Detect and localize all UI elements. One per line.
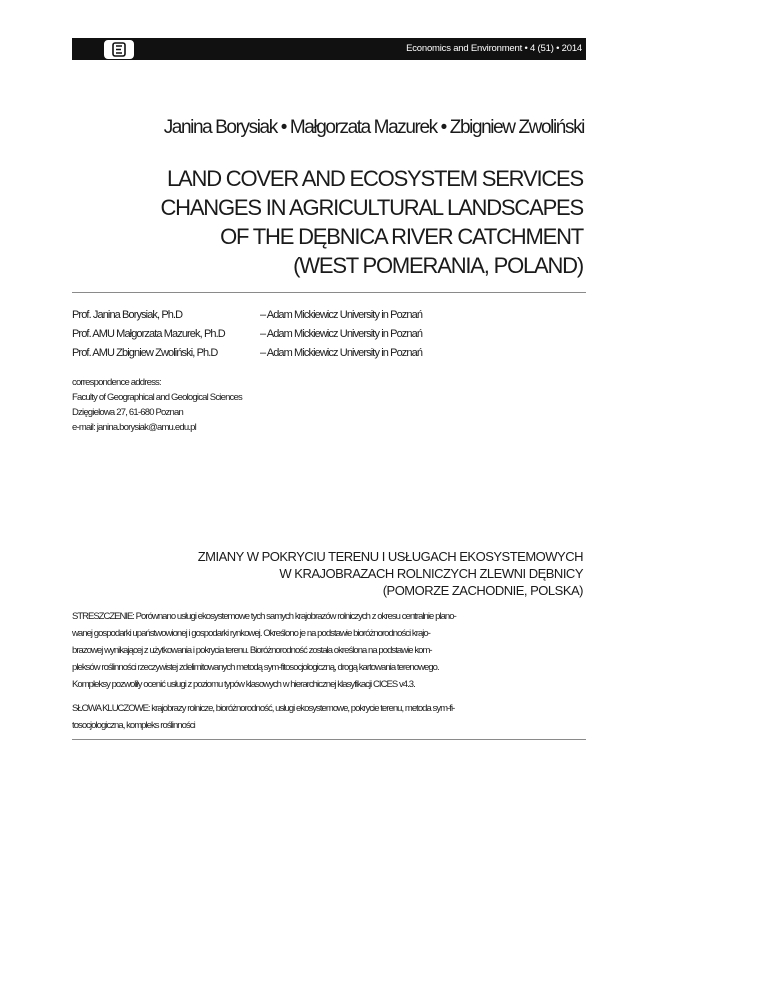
author-institution: – Adam Mickiewicz University in Poznań [260,328,423,340]
polish-title [198,548,583,599]
author-name: Prof. AMU Małgorzata Mazurek, Ph.D [72,328,225,340]
journal-logo-icon [104,40,134,59]
polish-title-line: ZMIANY W POKRYCIU TERENU I USŁUGACH EKOSYSTEMOWYCH [197,549,583,564]
correspondence-faculty: Faculty of Geographical and Geological Sciences [72,392,242,403]
keywords-line [72,700,454,717]
author-list: Janina Borysiak • Małgorzata Mazurek • Zbigniew Zwoliński [163,117,584,138]
affiliation-row [72,325,422,344]
abstract-line [72,608,456,625]
section-divider-bottom [72,739,586,740]
title-line: CHANGES IN AGRICULTURAL LANDSCAPES [160,195,583,220]
affiliation-row [72,306,422,325]
keywords-line: tosocjologiczna, kompleks roślinności [72,720,195,731]
correspondence-street: Dzięgielowa 27, 61-680 Poznan [72,407,183,418]
correspondence-label: correspondence address: [72,377,161,388]
keywords-label: SŁOWA KLUCZOWE: [72,703,150,714]
title-line: (WEST POMERANIA, POLAND) [293,253,583,278]
polish-title-line: W KRAJOBRAZACH ROLNICZYCH ZLEWNI DĘBNICY [279,566,583,581]
abstract-line: pleksów roślinności rzeczywistej zdelimitowanych metodą sym-fitosocjologiczną, drogą kartowania terenowego. [72,662,439,673]
author-institution: – Adam Mickiewicz University in Poznań [260,309,423,321]
title-line: OF THE DĘBNICA RIVER CATCHMENT [220,224,583,249]
affiliations [72,306,422,363]
abstract-label: STRESZCZENIE: [72,611,134,622]
title-line: LAND COVER AND ECOSYSTEM SERVICES [167,166,583,191]
polish-title-line: (POMORZE ZACHODNIE, POLSKA) [382,583,583,598]
author-name: Prof. AMU Zbigniew Zwoliński, Ph.D [72,347,218,359]
keywords-polish [72,700,454,734]
author-name: Prof. Janina Borysiak, Ph.D [72,309,183,321]
author-institution: – Adam Mickiewicz University in Poznań [260,347,423,359]
journal-citation: Economics and Environment • 4 (51) • 2014 [406,43,582,54]
abstract-line: brazowej wynikającej z użytkowania i pokrycia terenu. Bioróżnorodność została określona na podstawie kom- [72,645,432,656]
correspondence-email: e-mail: janina.borysiak@amu.edu.pl [72,422,196,433]
abstract-line: Kompleksy pozwoliły ocenić usługi z poziomu typów klasowych w hierarchicznej klasyfikacji CICES v4.3. [72,679,415,690]
section-divider-top [72,292,586,293]
affiliation-row [72,344,422,363]
abstract-line: wanej gospodarki upaństwowionej i gospodarki rynkowej. Określono je na podstawie bioróżnorodności krajo- [72,628,430,639]
article-title [83,164,583,280]
abstract-polish [72,608,456,693]
abstract-text: Porównano usługi ekosystemowe tych samych krajobrazów rolniczych z okresu centralnie plano- [135,611,456,622]
correspondence-address [72,375,242,435]
keywords-text: krajobrazy rolnicze, bioróżnorodność, usługi ekosystemowe, pokrycie terenu, metoda sym-fi- [151,703,455,714]
